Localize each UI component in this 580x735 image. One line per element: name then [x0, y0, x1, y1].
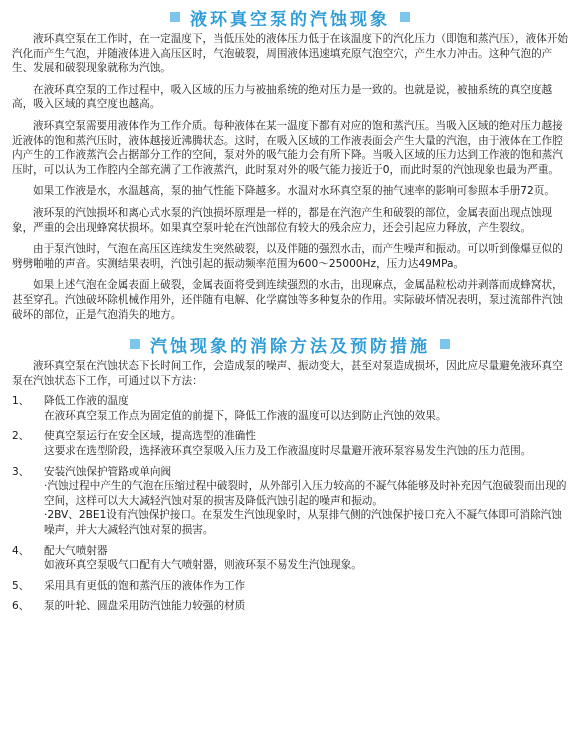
item-heading: 泵的叶轮、圆盘采用防汽蚀能力较强的材质: [44, 600, 246, 613]
item-heading: 配大气喷射器: [44, 544, 108, 557]
square-bullet-icon: [170, 12, 180, 22]
paragraph: 液环真空泵需要用液体作为工作介质。每种液体在某一温度下都有对应的饱和蒸汽压。当吸入区域的绝对压力越接近液体的饱和蒸汽压时，液体越接近沸腾状态。这时，在吸入区域的工作液表面会产生大量的汽泡，由于液体在工作腔内产生的工作液蒸汽会占据部分工作的空间，泵对外的吸气能力会有所下降。当吸入区域的压力达到工作液的饱和蒸汽压时，可以认为工作腔内全部充满了工作液蒸汽，此时泵对外的吸气能力接近于0，而此时泵的汽蚀现象也最为严重。: [12, 119, 563, 176]
item-heading: 采用具有更低的饱和蒸汽压的液体作为工作: [44, 579, 246, 592]
intro-paragraph: 液环真空泵在汽蚀状态下长时间工作，会造成泵的噪声、振动变大，甚至对泵造成损坏，因此应尽量避免液环真空泵在汽蚀状态下工作，可通过以下方法：: [12, 360, 563, 387]
item-number: 1、: [12, 395, 30, 408]
measures-list: [0, 394, 580, 614]
square-bullet-icon: [130, 339, 140, 349]
item-description: ·2BV、2BE1设有汽蚀保护接口。在泵发生汽蚀现象时，从泵排气侧的汽蚀保护接口充入不凝气体即可消除汽蚀噪声，并大大减轻汽蚀对泵的损害。: [44, 509, 562, 537]
item-number: 3、: [12, 465, 30, 478]
item-description: 这要求在选型阶段，选择液环真空泵吸入压力及工作液温度时尽量避开液环泵容易发生汽蚀的压力范围。: [44, 445, 532, 458]
section-title-prevention: [0, 329, 580, 359]
section-body-prevention: [0, 359, 580, 388]
list-item: [0, 544, 570, 573]
item-heading: 使真空泵运行在安全区域，提高选型的准确性: [44, 430, 256, 443]
section-body-cavitation: [0, 32, 580, 322]
list-item: [0, 429, 570, 458]
section-title-cavitation: [0, 2, 580, 32]
item-heading: 降低工作液的温度: [44, 395, 129, 408]
square-bullet-icon: [400, 12, 410, 22]
item-description: 在液环真空泵工作点为固定值的前提下，降低工作液的温度可以达到防止汽蚀的效果。: [44, 409, 447, 422]
paragraph: 液环泵的汽蚀损坏和离心式水泵的汽蚀损坏原理是一样的，都是在汽泡产生和破裂的部位，金属表面出现点蚀现象，严重的会出现蜂窝状损坏。如果真空泵叶轮在汽蚀部位有较大的残余应力，还会引起应力释放，产生裂纹。: [12, 206, 553, 234]
paragraph: 由于泵汽蚀时，气泡在高压区连续发生突然破裂，以及伴随的强烈水击，而产生噪声和振动。可以听到像爆豆似的劈劈啪啪的声音。实测结果表明，汽蚀引起的振动频率范围为600～25000Hz，压力达49MPa。: [12, 243, 563, 270]
list-item: [0, 579, 570, 594]
item-description: ·汽蚀过程中产生的气泡在压缩过程中破裂时，从外部引入压力较高的不凝气体能够及时补充因气泡破裂而出现的空间，这样可以大大减轻汽蚀对泵的损害及降低汽蚀引起的噪声和振动。: [44, 480, 567, 507]
item-heading: 安装汽蚀保护管路或单向阀: [44, 465, 172, 478]
paragraph: 液环真空泵在工作时，在一定温度下，当低压处的液体压力低于在该温度下的汽化压力（即饱和蒸汽压），液体开始汽化而产生气泡，并随液体进入高压区时，气泡破裂，周围液体迅速填充原气泡空穴，产生水力冲击。这种气泡的产生、发展和破裂现象就称为汽蚀。: [12, 33, 568, 75]
item-description: 如液环真空泵吸气口配有大气喷射器，则液环泵不易发生汽蚀现象。: [44, 559, 362, 572]
item-number: 5、: [12, 579, 30, 592]
item-number: 4、: [12, 544, 30, 557]
section-heading: 汽蚀现象的消除方法及预防措施: [150, 336, 430, 357]
paragraph: 如果工作液是水，水温越高，泵的抽气性能下降越多。水温对水环真空泵的抽气速率的影响可参照本手册72页。: [33, 185, 555, 198]
list-item: [0, 394, 570, 423]
page: [0, 2, 580, 735]
square-bullet-icon: [440, 339, 450, 349]
item-number: 2、: [12, 430, 30, 443]
item-number: 6、: [12, 600, 30, 613]
list-item: [0, 465, 570, 538]
section-heading: 液环真空泵的汽蚀现象: [190, 9, 390, 30]
paragraph: 在液环真空泵的工作过程中，吸入区域的压力与被抽系统的绝对压力是一致的。也就是说，被抽系统的真空度越高，吸入区域的真空度也越高。: [12, 83, 553, 111]
list-item: [0, 599, 570, 614]
paragraph: 如果上述气泡在金属表面上破裂，金属表面将受到连续强烈的水击，出现麻点，金属晶粒松动并剥落而成蜂窝状，甚至穿孔。汽蚀破坏除机械作用外，还伴随有电解、化学腐蚀等多种复杂的作用。实际破坏情况表明，泵过流部件汽蚀破坏的部位，正是气泡消失的地方。: [12, 279, 563, 321]
